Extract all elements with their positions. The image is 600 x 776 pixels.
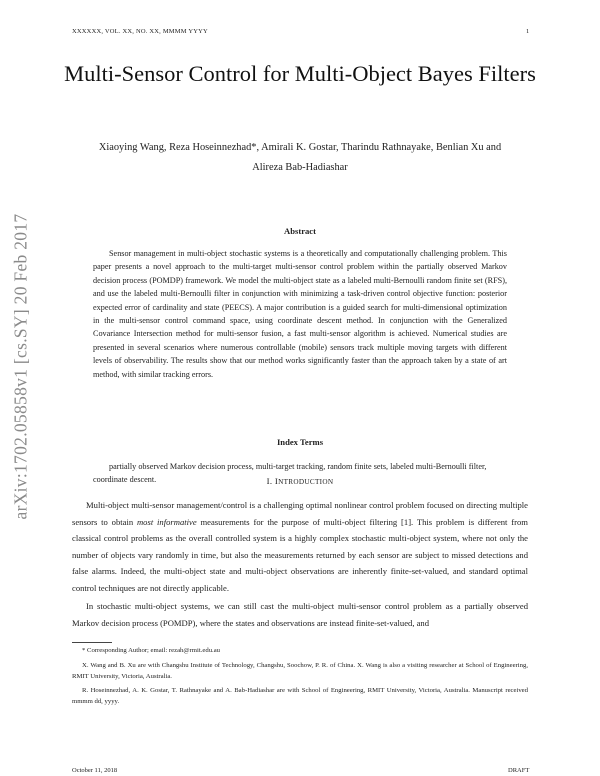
intro-paragraph-1 <box>72 497 528 597</box>
section-title-rest: NTRODUCTION <box>278 478 334 486</box>
paper-title: Multi-Sensor Control for Multi-Object Bayes Filters <box>64 61 536 86</box>
p1-emphasis: most informative <box>136 516 197 527</box>
running-header: XXXXXX, VOL. XX, NO. XX, MMMM YYYY <box>72 28 208 35</box>
index-terms-text: partially observed Markov decision process, multi-target tracking, random finite sets, labeled multi-Bernoulli filter, coordinate descent. <box>93 462 487 485</box>
footnote-rule <box>72 642 112 643</box>
index-terms-heading: Index Terms <box>276 437 324 447</box>
footer-status: DRAFT <box>508 767 530 774</box>
section-title-initial: I <box>274 476 279 486</box>
abstract-text: Sensor management in multi-object stochastic systems is a theoretically and computationally challenging problem. This paper presents a novel approach to the multi-target multi-sensor control problem within the partially observed Markov decision process (POMDP) framework. We model the multi-object state as a labeled multi-Bernoulli random finite set (RFS), and use the labeled multi-Bernoulli filter in conjunction with minimizing a task-driven control objective function: posterior expected error of cardinality and state (PEECS). A major contribution is a guided search for multi-dimensional optimization in the multi-sensor control command space, using coordinate descent method. In conjunction with the Generalized Covariance Intersection method for multi-sensor fusion, a fast multi-sensor algorithm is achieved. Numerical studies are presented in several scenarios where numerous controllable (mobile) sensors track multiple moving targets with different levels of observability. The results show that our method works significantly faster than the approach taken by a state of art method, with similar tracking errors. <box>93 249 507 379</box>
page-number: 1 <box>526 28 530 35</box>
introduction-heading <box>70 476 530 486</box>
intro-paragraph-2: In stochastic multi-object systems, we can still cast the multi-object multi-sensor control problem as a partially observed Markov decision process (POMDP), where the states and observations are instead finite-set-valued, and <box>72 601 528 628</box>
p1-end: measurements for the purpose of multi-object filtering [1]. This problem is different from classical control problems as the overall controlled system is a highly complex stochastic multi-object system, where not only the number of objects vary randomly in time, but also the measurements returned by each sensor are subject to missed detections and false alarms. Indeed, the multi-object state and multi-object observations are inherently finite-set-valued, and standard optimal control techniques are not directly applicable. <box>72 516 528 593</box>
p1-start: Multi-object multi-sensor management/control is a challenging optimal nonlinear control problem focused on directing multiple sensors to obtain <box>72 500 528 527</box>
authors-line-1: Xiaoying Wang, Reza Hoseinnezhad*, Amirali K. Gostar, Tharindu Rathnayake, Benlian Xu and <box>98 142 502 153</box>
abstract-heading: Abstract <box>284 226 316 236</box>
footnote-corresponding: * Corresponding Author; email: rezah@rmit.edu.au <box>82 647 221 654</box>
author-list <box>70 138 530 178</box>
footnote-affiliation-1: X. Wang and B. Xu are with Changshu Institute of Technology, Changshu, Soochow, P. R. of China. X. Wang is also a visiting researcher at School of Engineering, RMIT University, Victoria, Australia. <box>72 662 528 681</box>
footnote-affiliation-2: R. Hoseinnezhad, A. K. Gostar, T. Rathnayake and A. Bab-Hadiashar are with School of Engineering, RMIT University, Victoria, Australia. Manuscript received mmmm dd, yyyy. <box>72 687 528 706</box>
arxiv-stamp: arXiv:1702.05858v1 [cs.SY] 20 Feb 2017 <box>10 213 31 520</box>
footer-date: October 11, 2018 <box>72 767 118 774</box>
authors-line-2: Alireza Bab-Hadiashar <box>252 162 348 173</box>
section-number: I. <box>266 476 273 486</box>
